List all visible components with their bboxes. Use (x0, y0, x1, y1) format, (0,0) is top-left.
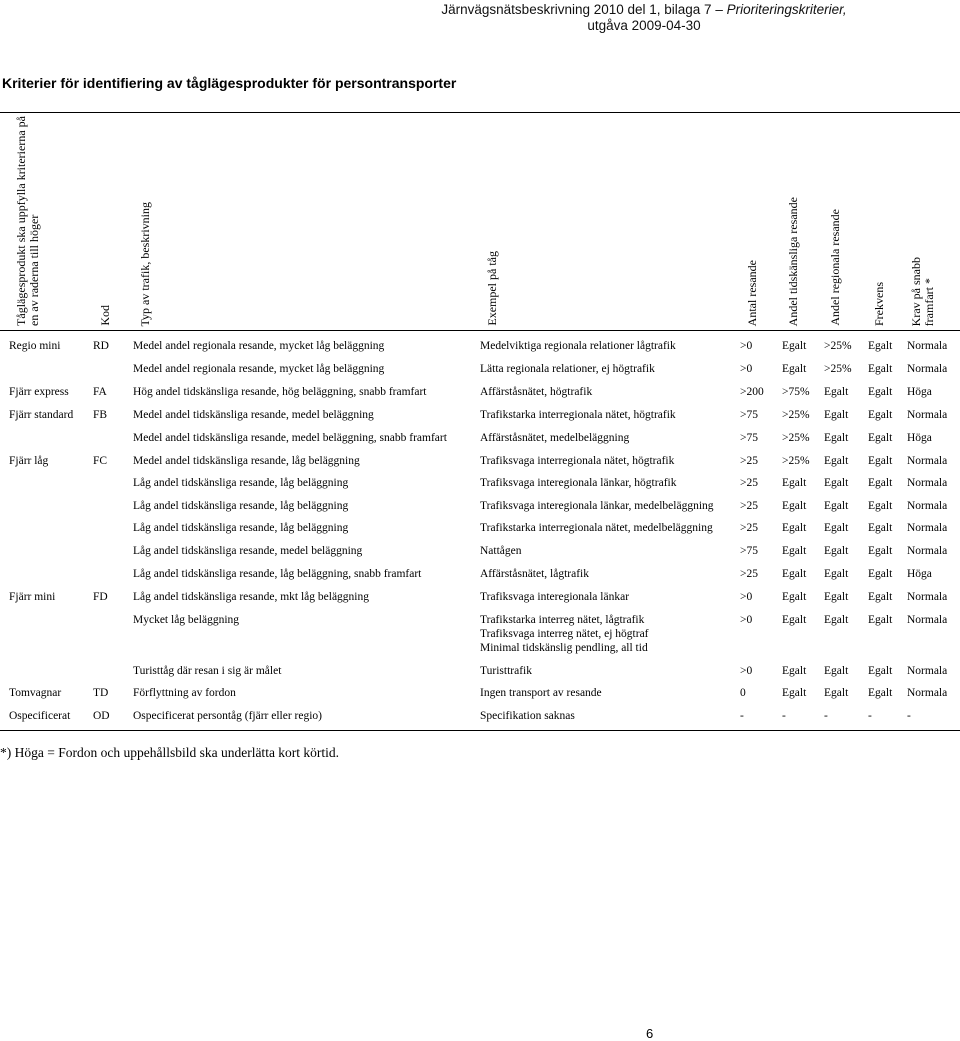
cell-example: Affärståsnätet, högtrafik (480, 386, 593, 398)
column-header-product-line-1: Tåglägesprodukt ska uppfylla kriterierna på (14, 116, 28, 326)
table-top-rule (0, 112, 960, 113)
cell-time-sensitive: >25% (782, 409, 810, 421)
cell-regional: Egalt (824, 432, 849, 444)
cell-example: Trafikstarka interregionala nätet, högtrafik (480, 409, 676, 421)
cell-passengers: >75 (740, 409, 758, 421)
cell-fast-run: Normala (907, 455, 948, 467)
cell-passengers: >75 (740, 432, 758, 444)
cell-example: Trafiksvaga interegionala länkar (480, 591, 630, 603)
cell-time-sensitive: >75% (782, 386, 810, 398)
cell-regional: Egalt (824, 568, 849, 580)
cell-fast-run: Normala (907, 665, 948, 677)
cell-regional: - (824, 710, 828, 722)
header-line-2: utgåva 2009-04-30 (587, 18, 701, 33)
cell-example: Nattågen (480, 545, 522, 557)
cell-passengers: >0 (740, 614, 753, 626)
cell-regional: Egalt (824, 477, 849, 489)
cell-description: Medel andel tidskänsliga resande, låg beläggning (133, 455, 360, 467)
cell-time-sensitive: Egalt (782, 687, 807, 699)
page-number: 6 (646, 1026, 654, 1041)
cell-passengers: >0 (740, 665, 753, 677)
header-line-1 (364, 2, 924, 18)
cell-fast-run: Normala (907, 409, 948, 421)
cell-regional: Egalt (824, 409, 849, 421)
cell-passengers: >0 (740, 591, 753, 603)
cell-code: FA (93, 386, 107, 398)
column-header-time-sensitive: Andel tidskänsliga resande (786, 196, 800, 326)
cell-fast-run: Normala (907, 591, 948, 603)
cell-frequency: Egalt (868, 477, 893, 489)
cell-fast-run: Normala (907, 687, 948, 699)
cell-time-sensitive: Egalt (782, 545, 807, 557)
cell-example-line-2: Trafiksvaga interreg nätet, ej högtraf (480, 628, 649, 640)
cell-frequency: - (868, 710, 872, 722)
cell-fast-run: - (907, 710, 911, 722)
cell-time-sensitive: Egalt (782, 363, 807, 375)
cell-description: Medel andel tidskänsliga resande, medel beläggning (133, 409, 374, 421)
cell-frequency: Egalt (868, 591, 893, 603)
cell-time-sensitive: Egalt (782, 340, 807, 352)
cell-example-line-1: Trafikstarka interreg nätet, lågtrafik (480, 614, 645, 626)
cell-frequency: Egalt (868, 432, 893, 444)
cell-frequency: Egalt (868, 687, 893, 699)
cell-description: Medel andel regionala resande, mycket låg beläggning (133, 340, 385, 352)
cell-code: FB (93, 409, 108, 421)
cell-description: Ospecificerat persontåg (fjärr eller regio) (133, 710, 323, 722)
cell-description: Mycket låg beläggning (133, 614, 240, 626)
cell-description: Låg andel tidskänsliga resande, låg beläggning (133, 477, 349, 489)
cell-example: Lätta regionala relationer, ej högtrafik (480, 363, 655, 375)
cell-passengers: >0 (740, 340, 753, 352)
column-header-passengers: Antal resande (745, 259, 759, 326)
cell-time-sensitive: Egalt (782, 665, 807, 677)
cell-regional: >25% (824, 340, 852, 352)
cell-code: OD (93, 710, 110, 722)
cell-passengers: >200 (740, 386, 764, 398)
column-header-code: Kod (98, 305, 112, 326)
cell-fast-run: Normala (907, 500, 948, 512)
cell-frequency: Egalt (868, 455, 893, 467)
cell-example: Ingen transport av resande (480, 687, 602, 699)
cell-time-sensitive: >25% (782, 455, 810, 467)
cell-description: Förflyttning av fordon (133, 687, 236, 699)
cell-example: Trafiksvaga interegionala länkar, medelbeläggning (480, 500, 714, 512)
cell-frequency: Egalt (868, 545, 893, 557)
column-header-regional: Andel regionala resande (828, 209, 842, 326)
cell-time-sensitive: >25% (782, 432, 810, 444)
cell-regional: Egalt (824, 522, 849, 534)
document-header (364, 2, 924, 34)
cell-regional: Egalt (824, 687, 849, 699)
cell-code: RD (93, 340, 109, 352)
cell-frequency: Egalt (868, 386, 893, 398)
cell-regional: Egalt (824, 545, 849, 557)
cell-description: Låg andel tidskänsliga resande, låg beläggning (133, 522, 349, 534)
cell-passengers: >75 (740, 545, 758, 557)
cell-example: Affärståsnätet, lågtrafik (480, 568, 589, 580)
cell-time-sensitive: - (782, 710, 786, 722)
cell-passengers: 0 (740, 687, 746, 699)
cell-description: Låg andel tidskänsliga resande, låg beläggning (133, 500, 349, 512)
cell-fast-run: Höga (907, 386, 932, 398)
cell-product: Fjärr mini (9, 591, 56, 603)
cell-description: Låg andel tidskänsliga resande, mkt låg beläggning (133, 591, 370, 603)
page-title: Kriterier för identifiering av tåglägesprodukter för persontransporter (2, 75, 457, 91)
cell-regional: Egalt (824, 386, 849, 398)
cell-example-line-3: Minimal tidskänslig pendling, all tid (480, 642, 648, 654)
column-header-description: Typ av trafik, beskrivning (138, 201, 152, 326)
column-header-example: Exempel på tåg (485, 251, 499, 326)
cell-frequency: Egalt (868, 614, 893, 626)
header-line-1-plain: Järnvägsnätsbeskrivning 2010 del 1, bilaga 7 – (441, 2, 727, 17)
cell-description: Medel andel tidskänsliga resande, medel beläggning, snabb framfart (133, 432, 447, 444)
cell-fast-run: Höga (907, 432, 932, 444)
cell-example: Medelviktiga regionala relationer lågtrafik (480, 340, 676, 352)
cell-description: Hög andel tidskänsliga resande, hög beläggning, snabb framfart (133, 386, 427, 398)
cell-product: Fjärr express (9, 386, 69, 398)
cell-regional: Egalt (824, 455, 849, 467)
cell-product: Fjärr standard (9, 409, 74, 421)
cell-product: Fjärr låg (9, 455, 49, 467)
column-header-fast-run-line-2: framfart * (922, 277, 936, 326)
column-header-product-line-2: en av raderna till höger (27, 214, 41, 326)
cell-code: FC (93, 455, 108, 467)
header-line-1-italic: Prioriteringskriterier, (726, 2, 847, 17)
cell-frequency: Egalt (868, 522, 893, 534)
cell-product: Tomvagnar (9, 687, 62, 699)
cell-passengers: >25 (740, 500, 758, 512)
cell-description: Låg andel tidskänsliga resande, medel beläggning (133, 545, 363, 557)
cell-frequency: Egalt (868, 340, 893, 352)
cell-example: Trafikstarka interregionala nätet, medelbeläggning (480, 522, 713, 534)
cell-example: Turisttrafik (480, 665, 532, 677)
cell-fast-run: Normala (907, 522, 948, 534)
cell-passengers: >25 (740, 455, 758, 467)
cell-regional: >25% (824, 363, 852, 375)
cell-description: Låg andel tidskänsliga resande, låg beläggning, snabb framfart (133, 568, 422, 580)
cell-time-sensitive: Egalt (782, 614, 807, 626)
cell-fast-run: Normala (907, 477, 948, 489)
table-bottom-rule (0, 730, 960, 731)
column-header-fast-run-line-1: Krav på snabb (909, 256, 923, 326)
cell-frequency: Egalt (868, 500, 893, 512)
cell-regional: Egalt (824, 591, 849, 603)
cell-regional: Egalt (824, 614, 849, 626)
cell-time-sensitive: Egalt (782, 500, 807, 512)
cell-time-sensitive: Egalt (782, 522, 807, 534)
cell-time-sensitive: Egalt (782, 568, 807, 580)
cell-frequency: Egalt (868, 568, 893, 580)
cell-example: Affärståsnätet, medelbeläggning (480, 432, 630, 444)
cell-code: TD (93, 687, 109, 699)
cell-product: Ospecificerat (9, 710, 71, 722)
cell-description: Turisttåg där resan i sig är målet (133, 665, 282, 677)
table-header-rule (0, 330, 960, 331)
cell-regional: Egalt (824, 500, 849, 512)
cell-frequency: Egalt (868, 665, 893, 677)
cell-passengers: - (740, 710, 744, 722)
cell-frequency: Egalt (868, 409, 893, 421)
column-header-frequency: Frekvens (872, 282, 886, 326)
cell-passengers: >25 (740, 522, 758, 534)
footnote: *) Höga = Fordon och uppehållsbild ska underlätta kort körtid. (0, 745, 340, 760)
cell-product: Regio mini (9, 340, 61, 352)
cell-passengers: >0 (740, 363, 753, 375)
cell-fast-run: Normala (907, 340, 948, 352)
column-header-product (15, 116, 41, 326)
cell-code: FD (93, 591, 108, 603)
cell-fast-run: Normala (907, 614, 948, 626)
cell-passengers: >25 (740, 477, 758, 489)
cell-time-sensitive: Egalt (782, 477, 807, 489)
cell-fast-run: Normala (907, 545, 948, 557)
cell-time-sensitive: Egalt (782, 591, 807, 603)
cell-regional: Egalt (824, 665, 849, 677)
cell-example: Specifikation saknas (480, 710, 575, 722)
cell-description: Medel andel regionala resande, mycket låg beläggning (133, 363, 385, 375)
cell-fast-run: Höga (907, 568, 932, 580)
column-header-fast-run (910, 257, 936, 326)
cell-frequency: Egalt (868, 363, 893, 375)
cell-fast-run: Normala (907, 363, 948, 375)
cell-example: Trafiksvaga interregionala nätet, högtrafik (480, 455, 675, 467)
cell-example: Trafiksvaga interegionala länkar, högtrafik (480, 477, 677, 489)
cell-passengers: >25 (740, 568, 758, 580)
